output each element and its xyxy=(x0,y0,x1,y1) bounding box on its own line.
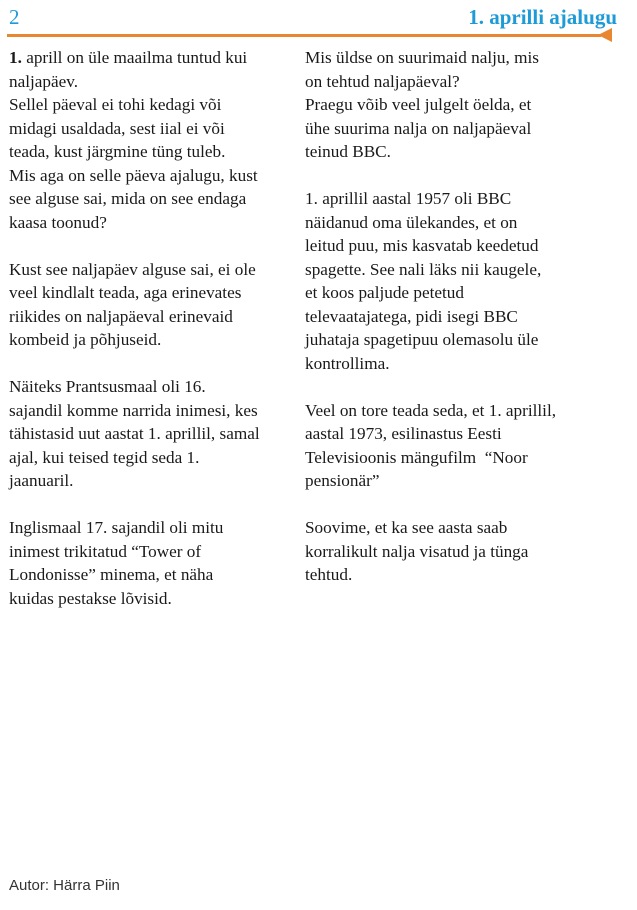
right-paragraph-1: Mis üldse on suurimaid nalju, mis on tehtud naljapäeval? Praegu võib veel julgelt öelda, et ühe suurima nalja on naljapäeval teinud BBC. xyxy=(305,48,539,161)
right-paragraph-2: 1. aprillil aastal 1957 oli BBC näidanud oma ülekandes, et on leitud puu, mis kasvatab keedetud spagette. See nali läks nii kaugele, et koos paljude petetud televaatajatega, pidi isegi BBC juhataja spagetipuu olemasolu üle kontrollima. xyxy=(305,189,542,373)
left-paragraph-4: Inglismaal 17. sajandil oli mitu inimest trikitatud “Tower of Londonisse” minema, et näha kuidas pestakse lõvisid. xyxy=(9,518,224,608)
left-paragraph-3: Näiteks Prantsusmaal oli 16. sajandil komme narrida inimesi, kes tähistasid uut aastat 1. aprillil, samal ajal, kui teised tegid seda 1. jaanuaril. xyxy=(9,377,260,490)
right-column xyxy=(305,46,605,587)
left-paragraph-1 xyxy=(9,46,299,234)
left-paragraph-1-text: aprill on üle maailma tuntud kui naljapäev. Sellel päeval ei tohi kedagi või midagi usaldada, sest iial ei või teada, kust järgmine tüng tuleb. Mis aga on selle päeva ajalugu, kust see alguse sai, mida on see endaga kaasa toonud? xyxy=(9,48,258,232)
header-rule-arrow-icon xyxy=(598,28,612,42)
page-title: 1. aprilli ajalugu xyxy=(468,5,617,29)
lead-number: 1. xyxy=(9,48,22,67)
left-column xyxy=(9,46,299,610)
right-paragraph-3: Veel on tore teada seda, et 1. aprillil, aastal 1973, esilinastus Eesti Televisioonis mängufilm “Noor pensionär” xyxy=(305,400,557,490)
right-paragraph-4: Soovime, et ka see aasta saab korralikult nalja visatud ja tünga tehtud. xyxy=(305,518,529,584)
page-number: 2 xyxy=(9,5,20,29)
left-paragraph-2: Kust see naljapäev alguse sai, ei ole veel kindlalt teada, aga erinevates riikides on naljapäeval erinevaid kombeid ja põhjuseid. xyxy=(9,259,256,349)
author-credit: Autor: Härra Piin xyxy=(9,877,120,894)
header-rule xyxy=(7,34,601,37)
